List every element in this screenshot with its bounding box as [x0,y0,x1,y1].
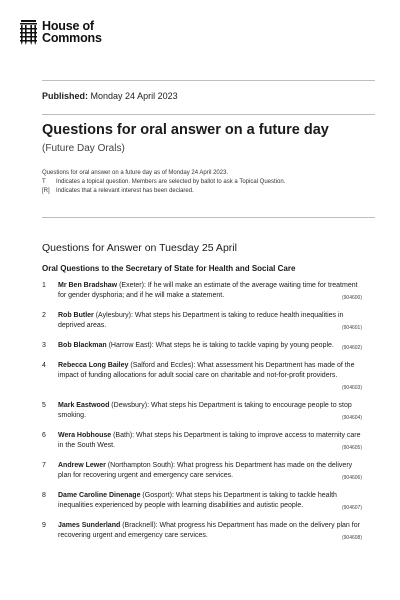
published-label: Published: [42,91,89,101]
question-number: 1 [42,282,46,289]
question-text: (Salford and Eccles): What assessment his Department has made of the impact of funding allocations for adult social care on charitable and not-for-profit providers. [58,362,355,379]
member-name: James Sunderland [58,522,121,529]
question-item [42,521,362,543]
note-key: T [42,179,46,185]
question-body [58,461,362,483]
question-body [58,311,362,333]
question-item [42,311,362,333]
question-text: (Exeter): If he will make an estimate of the average waiting time for treatment for gender dysphoria; and if he will make a statement. [58,282,358,299]
member-name: Bob Blackman [58,342,107,349]
question-body [58,281,362,303]
question-text: (Harrow East): What steps he is taking to tackle vaping by young people. [106,342,334,349]
question-number: 4 [42,362,46,369]
department-heading: Oral Questions to the Secretary of State for Health and Social Care [42,264,296,273]
questions-list [42,281,362,551]
question-number: 5 [42,402,46,409]
question-item [42,461,362,483]
question-item [42,491,362,513]
question-ref: (904600) [341,295,362,301]
note-row [42,187,285,196]
question-ref: (904605) [341,445,362,451]
divider [42,114,375,115]
question-number: 6 [42,432,46,439]
question-body [58,491,362,513]
question-body [58,341,362,353]
divider [42,217,375,218]
question-number: 7 [42,462,46,469]
member-name: Rob Butler [58,312,94,319]
question-number: 2 [42,312,46,319]
logo-line-1: House of [42,19,94,33]
question-body [58,521,362,543]
question-number: 8 [42,492,46,499]
question-ref: (904606) [341,475,362,481]
note-text: Indicates that a relevant interest has been declared. [56,188,194,194]
note-text: Indicates a topical question. Members are selected by ballot to ask a Topical Question. [56,179,286,185]
member-name: Wera Hobhouse [58,432,112,439]
house-of-commons-logo [19,20,102,47]
note-row [42,178,285,187]
member-name: Mark Eastwood [58,402,110,409]
question-item [42,341,362,353]
question-text: (Northampton South): What progress his Department has made on the delivery plan for recovering urgent and emergency care services. [58,462,353,479]
logo-line-2: Commons [42,31,102,45]
intro-notes [42,169,285,196]
question-ref: (904608) [341,535,362,541]
page-title: Questions for oral answer on a future day [42,122,329,138]
question-text: (Dewsbury): What steps his Department is taking to encourage people to stop smoking. [58,402,352,419]
note-key: [R] [42,188,50,194]
question-item [42,401,362,423]
member-name: Rebecca Long Bailey [58,362,129,369]
question-item [42,281,362,303]
published-line [42,91,178,101]
question-text: (Bracknell): What progress his Department has made on the delivery plan for recovering urgent and emergency care services. [58,522,360,539]
published-date: Monday 24 April 2023 [90,91,178,101]
question-item [42,361,362,393]
member-name: Dame Caroline Dinenage [58,492,141,499]
portcullis-icon [19,20,38,47]
question-body [58,361,362,393]
intro-line: Questions for oral answer on a future day as of Monday 24 April 2023. [42,170,229,176]
member-name: Mr Ben Bradshaw [58,282,118,289]
divider [42,80,375,81]
question-ref: (904603) [341,385,362,391]
question-body [58,431,362,453]
question-ref: (904607) [341,505,362,511]
logo-wordmark [42,20,102,44]
question-ref: (904602) [341,345,362,351]
page-subtitle: (Future Day Orals) [42,143,125,154]
question-body [58,401,362,423]
question-text: (Bath): What steps his Department is taking to improve access to maternity care in the South West. [58,432,361,449]
question-item [42,431,362,453]
question-number: 3 [42,342,46,349]
question-text: (Aylesbury): What steps his Department is taking to reduce health inequalities in deprived areas. [58,312,344,329]
section-heading: Questions for Answer on Tuesday 25 April [42,242,237,254]
question-ref: (904604) [341,415,362,421]
question-text: (Gosport): What steps his Department is taking to tackle health inequalities experienced by people with learning disabilities and autistic people. [58,492,337,509]
member-name: Andrew Lewer [58,462,106,469]
question-number: 9 [42,522,46,529]
question-ref: (904601) [341,325,362,331]
